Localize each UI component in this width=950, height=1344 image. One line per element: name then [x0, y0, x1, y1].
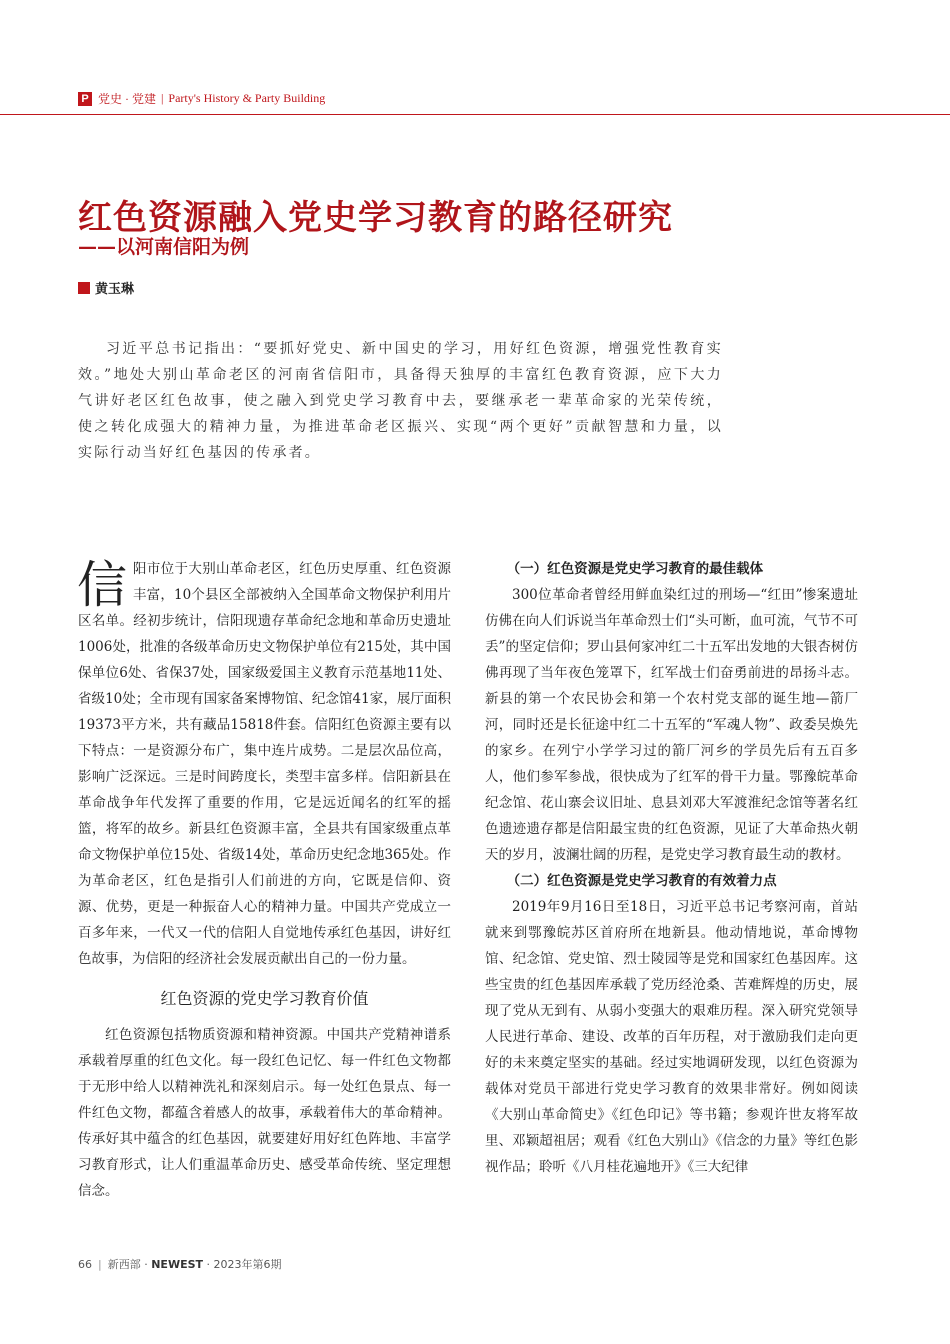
author-name: 黄玉琳	[95, 282, 135, 297]
body-paragraph: 2019年9月16日至18日，习近平总书记考察河南，首站就来到鄂豫皖苏区首府所在地新县。他动情地说，革命博物馆、纪念馆、党史馆、烈士陵园等是党和国家红色基因库。这些宝贵的红色基因库承载了党历经沧桑、苦难辉煌的历史，展现了党从无到有、从弱小变强大的艰难历程。深入研究党领导人民进行革命、建设、改革的百年历程，对于激励我们走向更好的未来奠定坚实的基础。经过实地调研发现，以红色资源为载体对党员干部进行党史学习教育的效果非常好。例如阅读《大别山革命简史》《红色印记》等书籍；参观许世友将军故里、邓颖超祖居；观看《红色大别山》《信念的力量》等红色影视作品；聆听《八月桂花遍地开》《三大纪律	[485, 899, 858, 1175]
magazine-name: 新西部 ·	[107, 1258, 148, 1271]
article-subtitle: ——以河南信阳为例	[78, 236, 250, 258]
left-column	[78, 556, 451, 1204]
section-heading: 红色资源的党史学习教育价值	[160, 989, 369, 1008]
subsection-heading-2: （二）红色资源是党史学习教育的有效着力点	[506, 873, 777, 889]
page-number: 66	[78, 1258, 92, 1271]
section-logo-icon: P	[78, 92, 92, 106]
right-column	[485, 556, 858, 1180]
page-footer	[78, 1256, 282, 1272]
footer-separator: |	[98, 1258, 102, 1271]
subsection-heading-1: （一）红色资源是党史学习教育的最佳载体	[506, 561, 764, 577]
issue-info: · 2023年第6期	[206, 1258, 282, 1271]
author-byline	[78, 278, 134, 297]
drop-cap: 信	[77, 556, 127, 614]
body-paragraph: 红色资源包括物质资源和精神资源。中国共产党精神谱系承载着厚重的红色文化。每一段红色记忆、每一件红色文物都于无形中给人以精神洗礼和深刻启示。每一处红色景点、每一件红色文物，都蕴含着感人的故事，承载着伟大的革命精神。传承好其中蕴含的红色基因，就要建好用好红色阵地、丰富学习教育形式，让人们重温革命历史、感受革命传统、坚定理想信念。	[78, 1027, 451, 1199]
section-name-en: Party's History & Party Building	[168, 91, 326, 105]
article-title: 红色资源融入党史学习教育的路径研究	[78, 198, 673, 238]
running-header	[78, 90, 325, 107]
header-rule	[0, 114, 950, 115]
intro-text: 阳市位于大别山革命老区，红色历史厚重、红色资源丰富，10个县区全部被纳入全国革命文物保护利用片区名单。经初步统计，信阳现遗存革命纪念地和革命历史遗址1006处，批准的各级革命历史文物保护单位有215处，其中国保单位6处、省保37处，国家级爱国主义教育示范基地11处、省级10处；全市现有国家备案博物馆、纪念馆41家，展厅面积19373平方米，共有藏品15818件套。信阳红色资源主要有以下特点：一是资源分布广，集中连片成势。二是层次品位高，影响广泛深远。三是时间跨度长，类型丰富多样。信阳新县在革命战争年代发挥了重要的作用，它是远近闻名的红军的摇篮，将军的故乡。新县红色资源丰富，全县共有国家级重点革命文物保护单位15处、省级14处，革命历史纪念地365处。作为革命老区，红色是指引人们前进的方向，它既是信仰、资源、优势，更是一种振奋人心的精神力量。中国共产党成立一百多年来，一代又一代的信阳人自觉地传承红色基因，讲好红色故事，为信阳的经济社会发展贡献出自己的一份力量。	[78, 561, 451, 967]
intro-paragraph	[78, 556, 451, 972]
author-marker-icon	[78, 282, 90, 294]
magazine-brand: NEWEST	[151, 1258, 204, 1271]
header-separator: |	[161, 91, 164, 105]
section-name: 党史 · 党建	[98, 92, 156, 106]
body-paragraph: 300位革命者曾经用鲜血染红过的刑场—“红田”惨案遗址仿佛在向人们诉说当年革命烈士们“头可断，血可流，气节不可丢”的坚定信仰；罗山县何家冲红二十五军出发地的大银杏树仿佛再现了当年夜色笼罩下，红军战士们奋勇前进的昂扬斗志。新县的第一个农民协会和第一个农村党支部的诞生地—箭厂河，同时还是长征途中红二十五军的“军魂人物”、政委吴焕先的家乡。在列宁小学学习过的箭厂河乡的学员先后有五百多人，他们参军参战，很快成为了红军的骨干力量。鄂豫皖革命纪念馆、花山寨会议旧址、息县刘邓大军渡淮纪念馆等著名红色遗迹遗存都是信阳最宝贵的红色资源，见证了大革命热火朝天的岁月，波澜壮阔的历程，是党史学习教育最生动的教材。	[485, 587, 858, 863]
abstract: 习近平总书记指出：“要抓好党史、新中国史的学习，用好红色资源，增强党性教育实效。”地处大别山革命老区的河南省信阳市，具备得天独厚的丰富红色教育资源，应下大力气讲好老区红色故事，使之融入到党史学习教育中去，要继承老一辈革命家的光荣传统，使之转化成强大的精神力量，为推进革命老区振兴、实现“两个更好”贡献智慧和力量，以实际行动当好红色基因的传承者。	[78, 341, 723, 461]
